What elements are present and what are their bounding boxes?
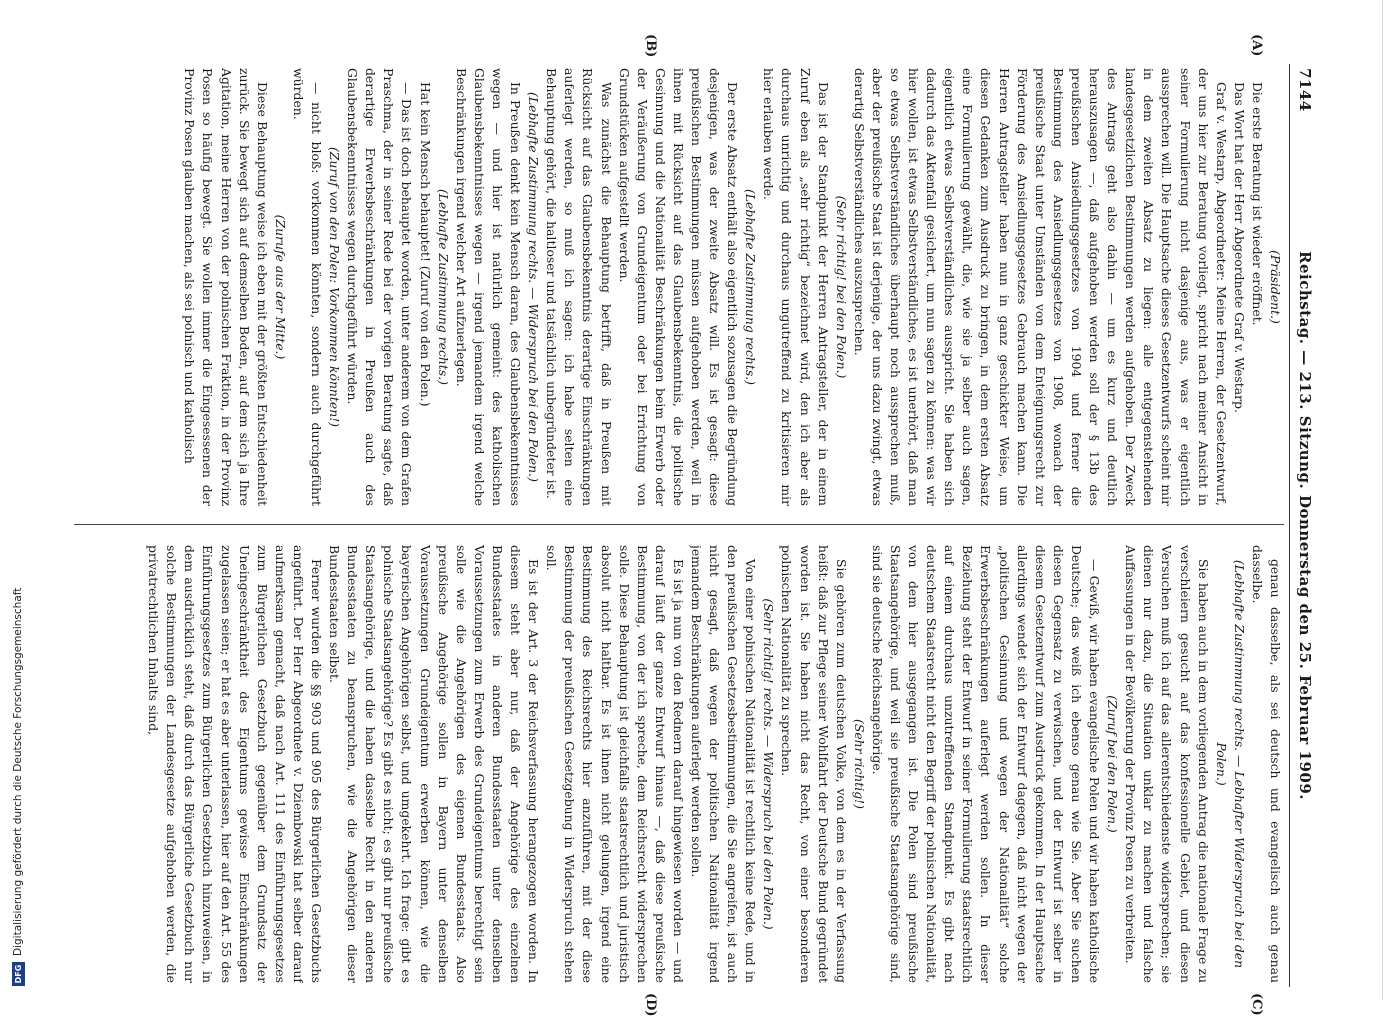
text-paragraph: Hat kein Mensch behauptet! (Zuruf von den Polen.) bbox=[417, 82, 433, 407]
margin-mark-b: (B) bbox=[643, 34, 658, 58]
text-paragraph: — Das ist doch behauptet worden, unter anderem von dem Grafen Praschma, der in seiner Rede bei der vorigen Beratung sagte, daß derartige Erwerbsbeschränkungen in Preußen auch des Glaubensbekenntnisses wegen durchgeführt würden. bbox=[345, 68, 415, 506]
digitization-footer bbox=[8, 0, 28, 1000]
text-paragraph: Es ist ja nun von den Rednern darauf hingewiesen worden — und darauf läuft der ganze Entwurf hinaus —, daß diese preußische Bestimmung, von der ich spreche, dem Reichsrecht widersprechen solle. Diese Behauptung ist gleichfalls staatsrechtlich und juristisch absolut nicht haltbar. Es ist ihnen nicht gelungen, irgend eine Bestimmung des Reichsrechts hier anzuführen, mit der diese Bestimmung der preußischen Gesetzgebung in Widerspruch stehen soll. bbox=[544, 545, 686, 983]
text-paragraph: (Zuruf von den Polen: Vorkommen könnten!) bbox=[327, 146, 343, 428]
text-paragraph: (Zuruf bei den Polen.) bbox=[1105, 695, 1121, 833]
text-paragraph: Der erste Absatz enthält also eigentlich sozusagen die Begründung desjenigen, was der zweite Absatz will. Es ist gesagt: diese preußischen Bestimmungen müssen aufgehoben werden, weil in ihnen mit Rücksicht auf das Glaubensbekenntnis, die politische Gesinnung und die Nationalität Beschränkungen beim Erwerb oder der Veräußerung von Grundeigentum oder bei Errichtung von Grundstücken aufgestellt werden. bbox=[616, 68, 741, 506]
right-text-column bbox=[74, 545, 1284, 983]
text-paragraph: (Lebhafte Zustimmung rechts. — Lebhafter Widerspruch bei den Polen.) bbox=[1213, 559, 1247, 969]
scanned-page bbox=[58, 34, 1318, 1017]
header-rule bbox=[1289, 64, 1290, 987]
text-paragraph: In Preußen denkt kein Mensch daran, des Glaubensbekenntnisses wegen — und hier ist natürlich gemeint: des katholischen Glaubensbekenntnisses wegen — irgend jemandem irgend welche Beschränkungen irgend welcher Art aufzuerlegen. bbox=[453, 68, 524, 506]
text-paragraph: Das Wort hat der Herr Abgeordnete Graf v. Westarp. bbox=[1231, 82, 1247, 413]
text-paragraph: (Sehr richtig! rechts. — Widerspruch bei den Polen.) bbox=[761, 598, 777, 930]
text-paragraph: Diese Behauptung weise ich eben mit der größten Entschiedenheit zurück. Sie bewegt sich auf demselben Boden, auf dem sich ja Ihre Agitation, meine Herren von der polnischen Fraktion, in der Provinz Posen so häufig bewegt. Sie wollen immer die Eingesessenen der Provinz Posen glauben machen, als sei polnisch und katholisch bbox=[182, 68, 270, 506]
page-header bbox=[1290, 64, 1318, 987]
column-divider bbox=[74, 524, 1284, 525]
text-paragraph: Die erste Beratung ist wieder eröffnet. bbox=[1249, 82, 1265, 326]
footer-text-line bbox=[8, 0, 28, 1000]
text-paragraph: (Zurufe aus der Mitte.) bbox=[272, 214, 288, 360]
text-paragraph: Von einer polnischen Nationalität ist rechtlich keine Rede, und in den preußischen Gesetzesbestimmungen, die Sie angreifen, ist auch nicht gesagt, daß wegen der politischen Nationalität irgend jemandem Beschränkungen auferlegt werden sollen. bbox=[689, 545, 759, 983]
text-paragraph: (Präsident.) bbox=[1268, 250, 1283, 324]
text-paragraph: Was zunächst die Behauptung betrifft, daß in Preußen mit Rücksicht auf das Glaubensbekenntnis derartige Einschränkungen auferlegt werden, so muß ich sagen: ich habe selten eine Behauptung gehört, die haltloser und tatsächlich unbegründeter ist. bbox=[544, 68, 614, 506]
text-paragraph: — nicht bloß: vorkommen könnten, sondern auch durchgeführt würden. bbox=[290, 68, 325, 506]
text-paragraph: Sie gehören zum deutschen Volke, von dem es in der Verfassung heißt: daß zur Pflege seiner Wohlfahrt der Deutsche Bund gegründet worden ist. Sie haben nicht das Recht, von einer besonderen polnischen Nationalität zu sprechen. bbox=[779, 545, 849, 983]
margin-mark-c: (C) bbox=[1249, 993, 1264, 1016]
margin-mark-d: (D) bbox=[643, 993, 658, 1017]
text-paragraph: Sie haben auch in dem vorliegenden Antrag die nationale Frage zu verschleiern gesucht auf das konfessionelle Gebiet, und diesen Versuchen muß ich auf das allerentschiedenste widersprechen; sie dienen nur dazu, die Situation unklar zu machen und falsche Auffassungen in der Bevölkerung der Provinz Posen zu verbreiten. bbox=[1123, 545, 1211, 983]
text-paragraph: (Lebhafte Zustimmung rechts.) bbox=[743, 188, 759, 386]
text-paragraph: Ferner wurden die §§ 903 und 905 des Bürgerlichen Gesetzbuchs angeführt. Der Herr Abgeordnete v. Dziembowski hat selber darauf aufmerksam gemacht, daß nach Art. 111 des Einführungsgesetzes zum Bürgerlichen Gesetzbuch gegenüber dem Grundsatz der Uneingeschränktheit des Eigentums gewisse Einschränkungen zugelassen seien; er hat es aber unterlassen, hier auf den Art. 55 des Einführungsgesetzes zum Bürgerlichen Gesetzbuch hinzuweisen, in dem ausdrücklich steht, daß durch das Bürgerliche Gesetzbuch nur solche Bestimmungen der Landesgesetze aufgehoben werden, die privatrechtlichen Inhalts sind, bbox=[146, 545, 325, 983]
margin-mark-a: (A) bbox=[1249, 34, 1264, 57]
dfg-logo: DFG bbox=[12, 962, 25, 986]
text-paragraph: Graf v. Westarp, Abgeordneter: Meine Herren, der Gesetzentwurf, der uns hier zur Beratung vorliegt, spricht nach meiner Ansicht in seiner Formulierung nicht dasjenige aus, was er eigentlich aussprechen will. Die Hauptsache dieses Gesetzentwurfs scheint mir in dem zweiten Absatz zu liegen: alle entgegenstehenden landesgesetzlichen Bestimmungen werden aufgehoben. Der Zweck des Antrags geht also dahin — um es kurz und deutlich herauszusagen —, daß aufgehoben werden soll der § 13b des preußischen Ansiedlungsgesetzes von 1904 und ferner die Bestimmung des Ansiedlungsgesetzes von 1908, wonach der preußische Staat unter Umständen von dem Enteignungsrecht zur Förderung des Ansiedlungsgesetzes Gebrauch machen kann. Die Herren Antragsteller haben nun in ganz geschickter Weise, um diesen Gedanken zum Ausdruck zu bringen, in dem ersten Absatz eine Formulierung gewählt, die, wie sie ja selber auch sagen, eigentlich etwas Selbstverständliches ausspricht. Sie haben sich dadurch das Aktenfall gesichert, um nun sagen zu können: was wir hier wollen, ist etwas Selbstverständliches, es ist unerhört, daß man so etwas Selbstverständliches überhaupt noch aussprechen muß, aber der preußische Staat ist derjenige, der uns dazu zwingt, etwas derartig Selbstverständliches auszusprechen. bbox=[851, 68, 1229, 506]
text-paragraph: genau dasselbe, als sei deutsch und evangelisch auch genau dasselbe. bbox=[1249, 545, 1283, 983]
text-paragraph: Es ist der Art. 3 der Reichsverfassung herangezogen worden. In diesem steht aber nur, daß der Angehörige des einzelnen Bundesstaates in anderen Bundesstaaten unter denselben Voraussetzungen zum Erwerb des Grundeigentums berechtigt sein solle wie die Angehörigen des eigenen Bundesstaats. Also preußische Angehörige sollen in Bayern unter denselben Voraussetzungen Grundeigentum erwerben können, wie die bayerischen Angehörigen selbst, und umgekehrt. Ich frage: gibt es polnische Staatsangehörige? Es gibt es nicht; es gibt nur preußische Staatsangehörige, und die haben dasselbe Recht in den anderen Bundesstaaten zu beanspruchen, wie die Angehörigen dieser Bundesstaaten selbst. bbox=[327, 545, 542, 983]
page-title: Reichstag. — 213. Sitzung. Donnerstag den 25. Februar 1909. bbox=[1296, 250, 1314, 800]
text-paragraph: (Sehr richtig! bei den Polen.) bbox=[833, 195, 849, 379]
left-text-column bbox=[74, 68, 1284, 506]
text-paragraph: Das ist der Standpunkt der Herren Antragsteller, der in einem Zuruf eben als „sehr richtig“ bezeichnet wird, den ich aber als durchaus unrichtig und durchaus ungutreffend zu kritisieren mir hier erlauben werde. bbox=[761, 68, 831, 506]
footer-credit: Digitalisierung gefördert durch die Deutsche Forschungsgemeinschaft bbox=[12, 587, 24, 956]
text-paragraph: (Lebhafte Zustimmung rechts.) bbox=[435, 188, 451, 386]
rotated-page-content bbox=[58, 34, 1318, 1017]
text-paragraph: (Sehr richtig!) bbox=[851, 719, 867, 809]
text-paragraph: (Lebhafte Zustimmung rechts. — Widerspruch bei den Polen.) bbox=[526, 92, 542, 482]
text-paragraph: — Gewiß, wir haben evangelische Polen und wir haben katholische Deutsche; das weiß ich ebenso genau wie Sie. Aber Sie suchen diesen Gegensatz zu verwischen, und der Entwurf ist selber in diesem Gesetzentwurf zum Ausdruck gekommen. In der Hauptsache allerdings wendet sich der Entwurf dagegen, daß nicht wegen der „politischen Gesinnung und wegen der Nationalität“ solche Erwerbsbeschränkungen auferlegt werden sollen. In dieser Beziehung steht der Entwurf in seiner Formulierung staatsrechtlich auf einem durchaus unzutreffenden Standpunkt. Es gibt nach deutschem Staatsrecht nicht den Begriff der polnischen Nationalität, von dem hier ausgegangen ist. Die Polen sind preußische Staatsangehörige, und weil sie preußische Staatsangehörige sind, sind sie deutsche Reichsangehörige. bbox=[869, 545, 1103, 983]
page-number: 7144 bbox=[1296, 68, 1314, 112]
